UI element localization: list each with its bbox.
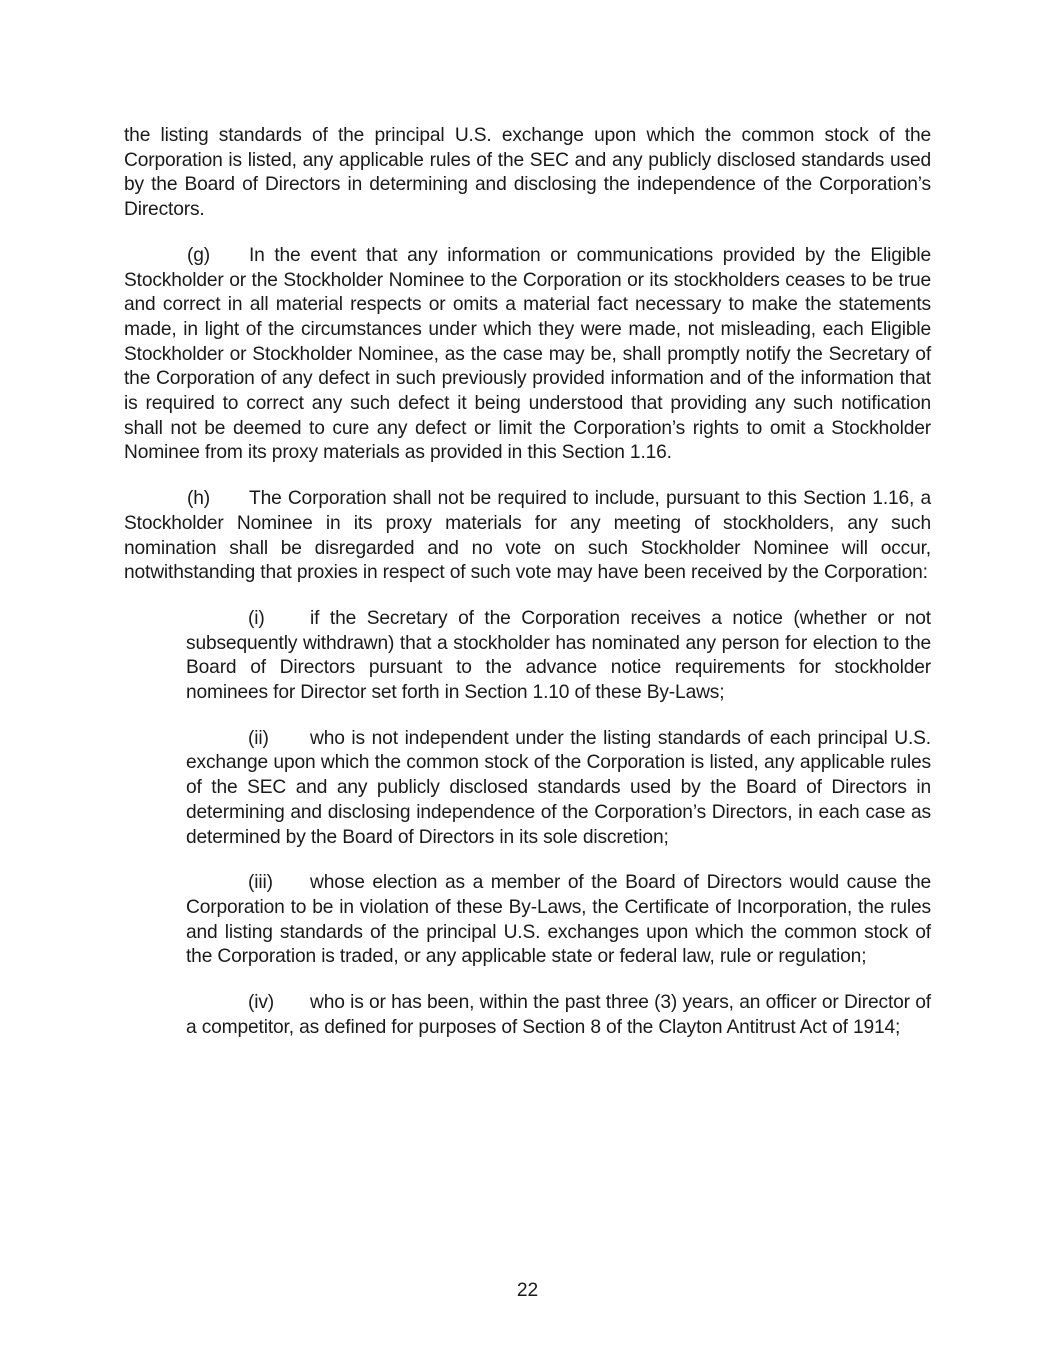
sub-item-ii-text: who is not independent under the listing standards of each principal U.S. exchange upon which the common stock of the Corporation is listed, any applicable rules of the SEC and any publicly disclosed standards used by the Board of Directors in determining and disclosing independence of the Corporation’s Directors, in each case as determined by the Board of Directors in its sole discretion; bbox=[186, 727, 931, 848]
sub-item-ii bbox=[186, 727, 931, 851]
page-number: 22 bbox=[516, 1280, 539, 1301]
paragraph-g-label: (g) bbox=[187, 244, 211, 266]
sub-item-iv-label: (iv) bbox=[248, 992, 275, 1014]
sub-item-i-label: (i) bbox=[248, 607, 265, 629]
paragraph-h-text: The Corporation shall not be required to include, pursuant to this Section 1.16, a Stockholder Nominee in its proxy materials for any meeting of stockholders, any such nomination shall be disregarded and no vote on such Stockholder Nominee will occur, notwithstanding that proxies in respect of such vote may have been received by the Corporation: bbox=[124, 488, 931, 584]
sub-item-iv-text: who is or has been, within the past three (3) years, an officer or Director of a competitor, as defined for purposes of Section 8 of the Clayton Antitrust Act of 1914; bbox=[186, 992, 931, 1038]
document-body bbox=[124, 124, 931, 1062]
sub-item-ii-label: (ii) bbox=[248, 727, 269, 749]
sub-item-iii-text: whose election as a member of the Board of Directors would cause the Corporation to be in violation of these By-Laws, the Certificate of Incorporation, the rules and listing standards of the principal U.S. exchanges upon which the common stock of the Corporation is traded, or any applicable state or federal law, rule or regulation; bbox=[186, 872, 931, 968]
paragraph-g-text: In the event that any information or communications provided by the Eligible Stockholder or the Stockholder Nominee to the Corporation or its stockholders ceases to be true and correct in all material respects or omits a material fact necessary to make the statements made, in light of the circumstances under which they were made, not misleading, each Eligible Stockholder or Stockholder Nominee, as the case may be, shall promptly notify the Secretary of the Corporation of any defect in such previously provided information and of the information that is required to correct any such defect it being understood that providing any such notification shall not be deemed to cure any defect or limit the Corporation’s rights to omit a Stockholder Nominee from its proxy materials as provided in this Section 1.16. bbox=[124, 244, 931, 464]
sub-item-iii-label: (iii) bbox=[248, 872, 273, 894]
paragraph-h bbox=[124, 487, 931, 586]
sub-item-iii bbox=[186, 871, 931, 970]
sub-item-iv bbox=[186, 991, 931, 1040]
paragraph-g bbox=[124, 244, 931, 466]
continuation-paragraph: the listing standards of the principal U.S. exchange upon which the common stock of the Corporation is listed, any applicable rules of the SEC and any publicly disclosed standards used by the Board of Directors in determining and disclosing the independence of the Corporation’s Directors. bbox=[124, 125, 931, 221]
sub-item-i-text: if the Secretary of the Corporation receives a notice (whether or not subsequently withdrawn) that a stockholder has nominated any person for election to the Board of Directors pursuant to the advance notice requirements for stockholder nominees for Director set forth in Section 1.10 of these By-Laws; bbox=[186, 607, 931, 704]
sub-item-i bbox=[186, 607, 931, 706]
paragraph-h-label: (h) bbox=[187, 488, 211, 510]
